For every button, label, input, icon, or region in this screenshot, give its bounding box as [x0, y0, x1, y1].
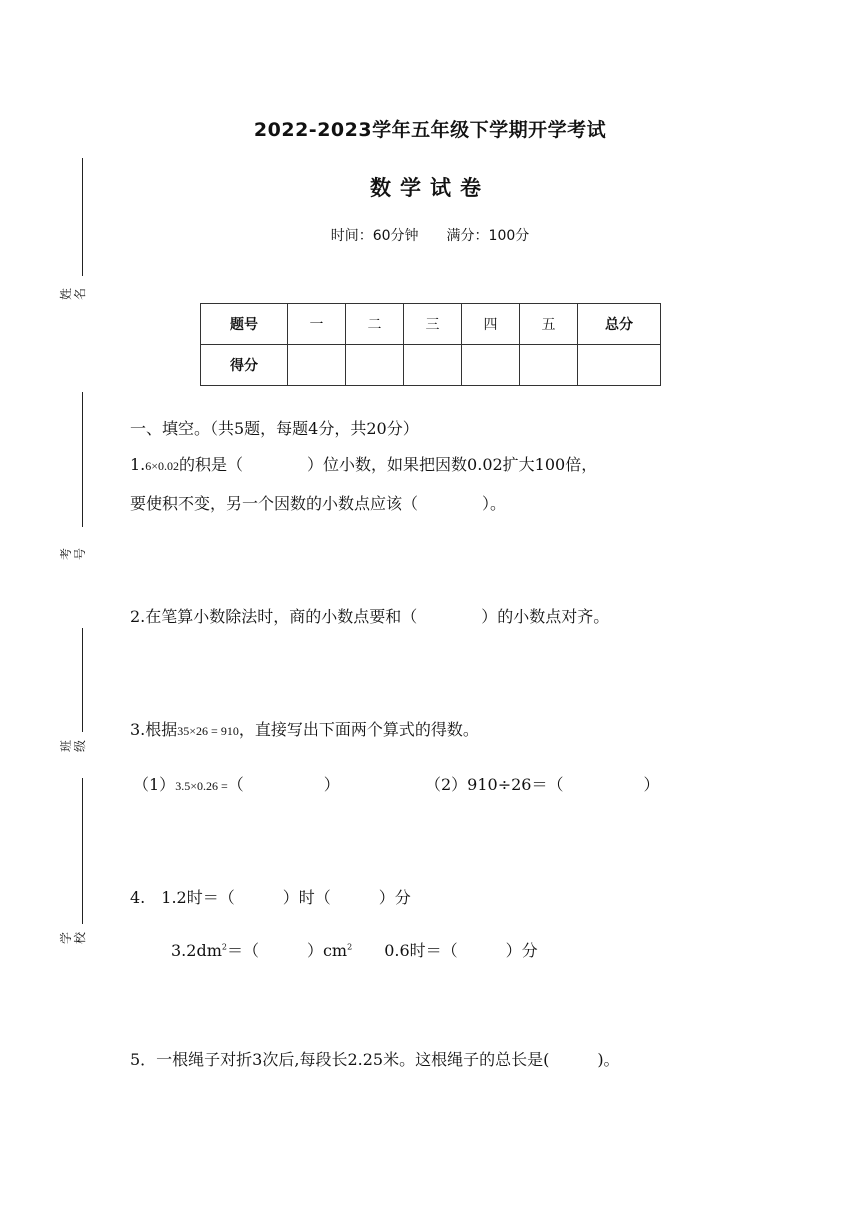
- q3-expression: 35×26 = 910: [177, 724, 239, 738]
- question-4-line-1: 4. 1.2时＝（ ）时（ ）分: [130, 888, 411, 907]
- score-table-header-row: [201, 304, 661, 345]
- exam-no-label: 考号: [59, 548, 87, 561]
- time-label: 时间：60分钟: [330, 228, 419, 244]
- score-cell[interactable]: [288, 345, 346, 386]
- q1-expression: 6×0.02: [145, 459, 180, 473]
- score-table-score-row: [201, 345, 661, 386]
- binding-line-exam-no: [82, 392, 83, 527]
- exam-meta: [0, 225, 860, 245]
- cell-part-5: 五: [520, 304, 578, 345]
- score-cell[interactable]: [578, 345, 661, 386]
- cell-total: 总分: [578, 304, 661, 345]
- score-cell[interactable]: [404, 345, 462, 386]
- question-5: 5．一根绳子对折3次后,每段长2.25米。这根绳子的总长是( )。: [130, 1050, 620, 1069]
- q3-sub1-expression: 3.5×0.26 =: [175, 779, 228, 793]
- class-label: 班级: [59, 740, 87, 753]
- section-1-heading: 一、填空。（共5题，每题4分，共20分）: [130, 419, 419, 438]
- cell-part-3: 三: [404, 304, 462, 345]
- score-cell[interactable]: [346, 345, 404, 386]
- score-cell[interactable]: [520, 345, 578, 386]
- binding-line-name: [82, 158, 83, 276]
- question-1-line-2: 要使积不变，另一个因数的小数点应该（ ）。: [130, 494, 507, 513]
- score-cell[interactable]: [462, 345, 520, 386]
- score-table: [200, 303, 661, 386]
- binding-line-school: [82, 778, 83, 924]
- question-4-line-2: $3.2dm^2=$（ ）$cm^2$ 0.6时＝（ ）分: [171, 941, 538, 960]
- cell-question-no: 题号: [201, 304, 288, 345]
- school-label: 学校: [59, 932, 87, 945]
- cell-part-1: 一: [288, 304, 346, 345]
- question-3: 3.根据35×26 = 910，直接写出下面两个算式的得数。: [130, 720, 479, 739]
- question-2: 2.在笔算小数除法时，商的小数点要和（ ）的小数点对齐。: [130, 607, 610, 626]
- question-3-sub-1: （1）3.5×0.26 =（ ）: [133, 775, 340, 794]
- exam-title: 2022-2023学年五年级下学期开学考试: [253, 119, 607, 141]
- cell-part-2: 二: [346, 304, 404, 345]
- full-score-label: 满分：100分: [446, 228, 530, 244]
- exam-subtitle: 数学试卷: [370, 176, 490, 200]
- question-1-line-1: 1.6×0.02的积是（ ）位小数，如果把因数0.02扩大100倍，: [130, 455, 598, 474]
- cell-score-label: 得分: [201, 345, 288, 386]
- binding-line-class: [82, 628, 83, 732]
- name-label: 姓名: [59, 288, 87, 301]
- question-3-sub-2: （2）910÷26＝（ ）: [425, 775, 660, 794]
- cell-part-4: 四: [462, 304, 520, 345]
